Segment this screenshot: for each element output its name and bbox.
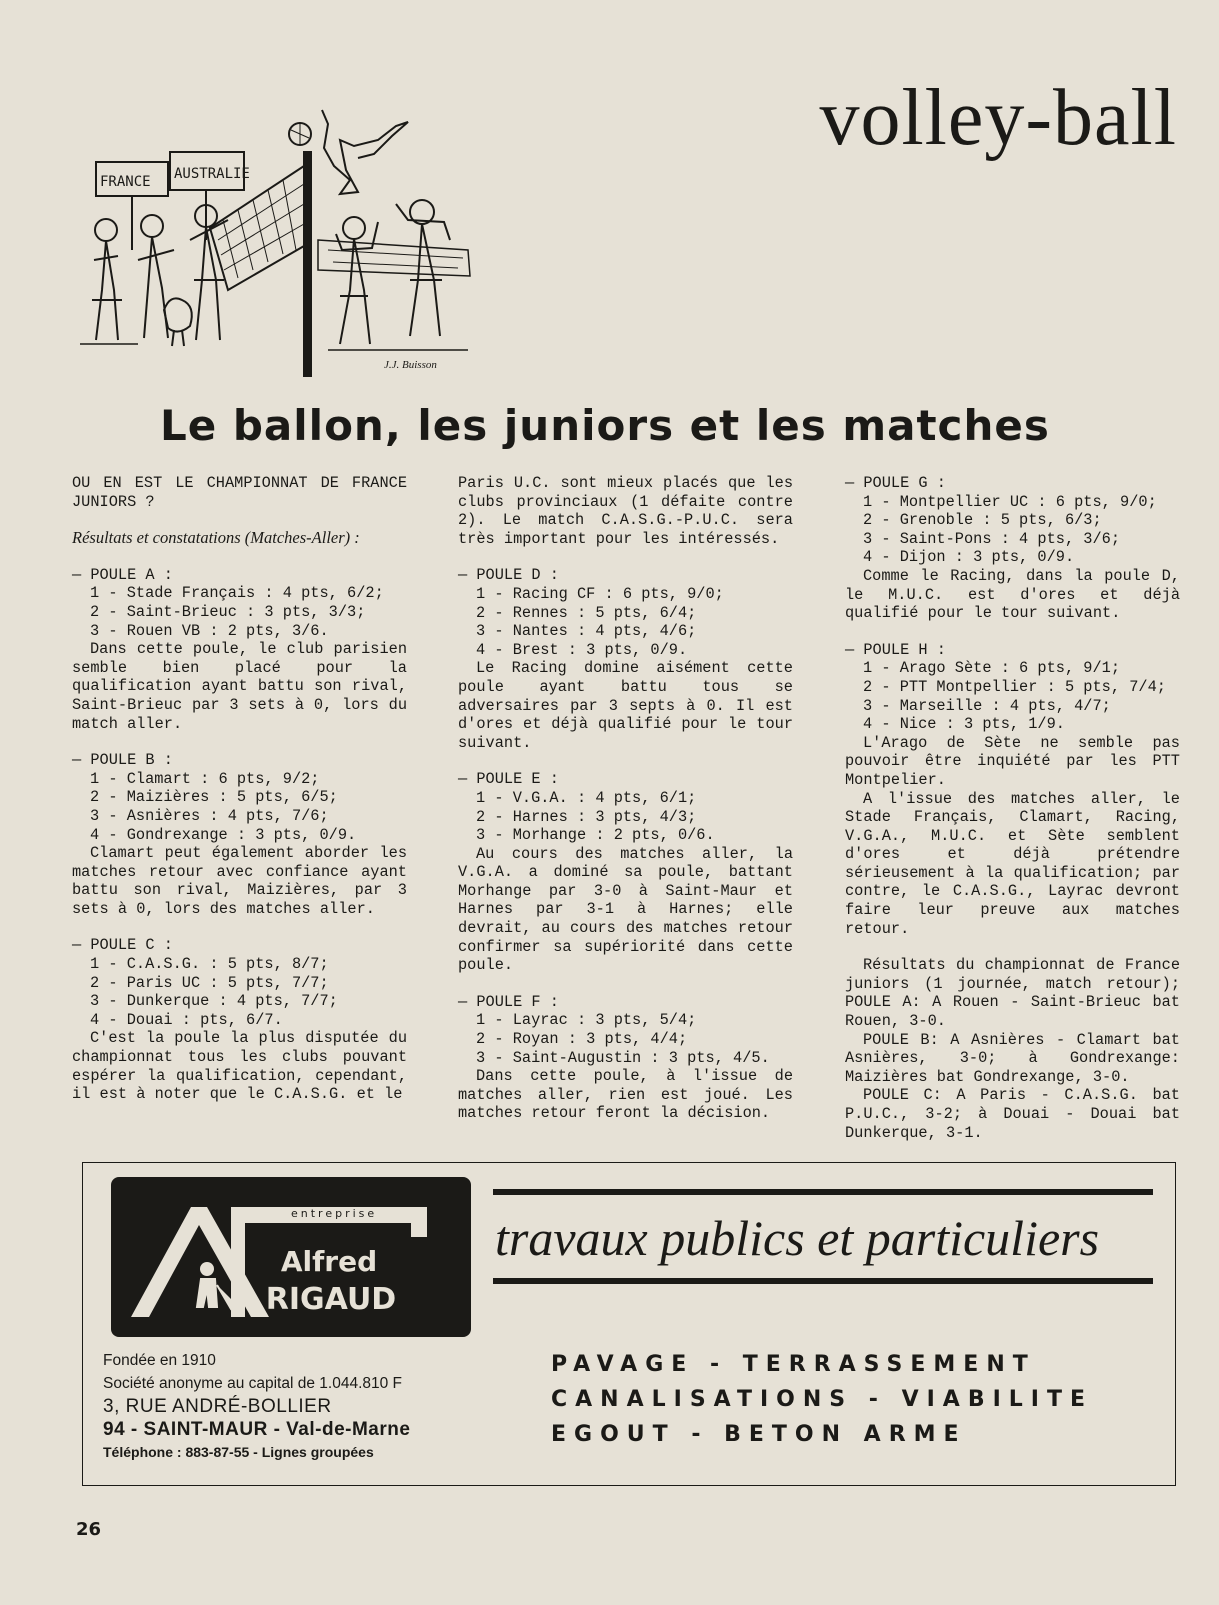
results-paragraph: Résultats du championnat de France juniors (1 journée, match retour); POULE A: A Rouen - Saint-Brieuc bat Rouen, 3-0. bbox=[845, 956, 1180, 1031]
paragraph-gap bbox=[72, 733, 407, 751]
phone-text: Téléphone : 883-87-55 - Lignes groupées bbox=[103, 1444, 374, 1460]
rigaud-logo bbox=[111, 1177, 471, 1337]
results-paragraph: POULE B: A Asnières - Clamart bat Asnières, 3-0; à Gondrexange: Maizières bat Gondrexange, 3-0. bbox=[845, 1030, 1180, 1086]
standing-line: 4 - Nice : 3 pts, 1/9. bbox=[863, 715, 1065, 734]
article-headline: Le ballon, les juniors et les matches bbox=[160, 401, 1050, 450]
standing-line: 4 - Brest : 3 pts, 0/9. bbox=[476, 640, 688, 659]
section-subtitle: Résultats et constatations (Matches-Aller) : bbox=[72, 528, 360, 548]
logo-first-name: Alfred bbox=[280, 1245, 378, 1278]
section-title: volley-ball bbox=[819, 74, 1177, 162]
street-address: 3, RUE ANDRÉ-BOLLIER bbox=[103, 1396, 332, 1417]
results-paragraph: POULE C: A Paris - C.A.S.G. bat P.U.C., 3-2; à Douai - Douai bat Dunkerque, 3-1. bbox=[845, 1086, 1180, 1142]
capital-text: Société anonyme au capital de 1.044.810 F bbox=[103, 1375, 403, 1392]
standing-line: 1 - Montpellier UC : 6 pts, 9/0; bbox=[863, 492, 1157, 511]
advertisement-box bbox=[82, 1162, 1176, 1486]
sign-left-text: FRANCE bbox=[100, 174, 151, 190]
paragraph-gap bbox=[458, 548, 793, 566]
paragraph-gap bbox=[72, 511, 407, 529]
article-paragraph: Dans cette poule, le club parisien semble bien placé pour la qualification ayant battu son rival, Saint-Brieuc par 3 sets à 0, lors du match aller. bbox=[72, 640, 407, 733]
standing-line: 4 - Douai : pts, 6/7. bbox=[90, 1010, 283, 1029]
founded-text: Fondée en 1910 bbox=[103, 1352, 216, 1369]
standing-line: 2 - Harnes : 3 pts, 4/3; bbox=[476, 807, 697, 826]
article-paragraph: Au cours des matches aller, la V.G.A. a dominé sa poule, battant Morhange par 3-0 à Saint-Maur et Harnes par 3-1 à Harnes; elle devrait, au cours des matches retour confirmer sa supériorité dans cette poule. bbox=[458, 844, 793, 975]
paragraph-gap bbox=[72, 548, 407, 566]
service-line: CANALISATIONS - VIABILITE bbox=[551, 1387, 1094, 1412]
paragraph-gap bbox=[72, 918, 407, 936]
article-column-1 bbox=[72, 474, 407, 1104]
logo-surname: RIGAUD bbox=[265, 1282, 397, 1317]
standing-line: 1 - Clamart : 6 pts, 9/2; bbox=[90, 769, 320, 788]
standing-line: 1 - Stade Français : 4 pts, 6/2; bbox=[90, 584, 384, 603]
ad-tagline: travaux publics et particuliers bbox=[495, 1210, 1100, 1266]
article-paragraph: C'est la poule la plus disputée du championnat tous les clubs pouvant espérer la qualification, cependant, il est à noter que le C.A.S.G. et le bbox=[72, 1029, 407, 1104]
article-paragraph: Le Racing domine aisément cette poule ayant battu tous se adversaires par 3 septs à 0. Il est d'ores et déjà qualifié pour le tour suivant. bbox=[458, 659, 793, 752]
paragraph-gap bbox=[845, 938, 1180, 956]
paragraph-gap bbox=[458, 752, 793, 770]
city-address: 94 - SAINT-MAUR - Val-de-Marne bbox=[103, 1419, 411, 1440]
tagline-rule-top bbox=[493, 1189, 1153, 1195]
pool-heading: — POULE E : bbox=[458, 770, 559, 789]
pool-heading: — POULE F : bbox=[458, 992, 559, 1011]
standing-line: 2 - Paris UC : 5 pts, 7/7; bbox=[90, 973, 329, 992]
standing-line: 3 - Nantes : 4 pts, 4/6; bbox=[476, 622, 697, 641]
service-line: PAVAGE - TERRASSEMENT bbox=[551, 1352, 1036, 1377]
pool-heading: — POULE C : bbox=[72, 936, 173, 955]
volleyball-cartoon-illustration bbox=[78, 100, 478, 392]
pool-heading: — POULE H : bbox=[845, 640, 946, 659]
standing-line: 4 - Gondrexange : 3 pts, 0/9. bbox=[90, 825, 357, 844]
standing-line: 2 - Saint-Brieuc : 3 pts, 3/3; bbox=[90, 602, 366, 621]
service-line: EGOUT - BETON ARME bbox=[551, 1422, 967, 1447]
standing-line: 3 - Marseille : 4 pts, 4/7; bbox=[863, 696, 1111, 715]
pool-heading: — POULE D : bbox=[458, 566, 559, 585]
article-paragraph: Clamart peut également aborder les matches retour avec confiance ayant battu son rival, Maizières, par 3 sets à 0, lors des matches aller. bbox=[72, 844, 407, 918]
page-number: 26 bbox=[76, 1519, 102, 1540]
article-column-2 bbox=[458, 474, 793, 1123]
standing-line: 1 - V.G.A. : 4 pts, 6/1; bbox=[476, 788, 697, 807]
article-paragraph: Dans cette poule, à l'issue de matches aller, rien est joué. Les matches retour feront la décision. bbox=[458, 1067, 793, 1123]
standing-line: 3 - Saint-Pons : 4 pts, 3/6; bbox=[863, 529, 1121, 548]
artist-signature: J.J. Buisson bbox=[384, 359, 437, 371]
article-paragraph: OU EN EST LE CHAMPIONNAT DE FRANCE JUNIORS ? bbox=[72, 474, 407, 511]
standing-line: 1 - Layrac : 3 pts, 5/4; bbox=[476, 1011, 697, 1030]
standing-line: 3 - Morhange : 2 pts, 0/6. bbox=[476, 826, 715, 845]
standing-line: 3 - Asnières : 4 pts, 7/6; bbox=[90, 806, 329, 825]
standing-line: 2 - Grenoble : 5 pts, 6/3; bbox=[863, 511, 1102, 530]
standing-line: 3 - Saint-Augustin : 3 pts, 4/5. bbox=[476, 1048, 770, 1067]
article-paragraph: Comme le Racing, dans la poule D, le M.U.C. est d'ores et déjà qualifié pour le tour suivant. bbox=[845, 566, 1180, 623]
sign-right-text: AUSTRALIE bbox=[174, 166, 250, 182]
standing-line: 1 - Racing CF : 6 pts, 9/0; bbox=[476, 584, 724, 603]
tagline-rule-bottom bbox=[493, 1278, 1153, 1284]
standing-line: 2 - Royan : 3 pts, 4/4; bbox=[476, 1030, 688, 1049]
services-list bbox=[551, 1347, 1151, 1452]
paragraph-gap bbox=[458, 975, 793, 993]
pool-heading: — POULE B : bbox=[72, 751, 173, 770]
standing-line: 3 - Dunkerque : 4 pts, 7/7; bbox=[90, 992, 338, 1011]
standing-line: 2 - Rennes : 5 pts, 6/4; bbox=[476, 603, 697, 622]
company-info bbox=[103, 1349, 503, 1464]
standing-line: 2 - PTT Montpellier : 5 pts, 7/4; bbox=[863, 677, 1166, 696]
standing-line: 2 - Maizières : 5 pts, 6/5; bbox=[90, 788, 338, 807]
logo-small-text: entreprise bbox=[291, 1207, 378, 1220]
standing-line: 1 - Arago Sète : 6 pts, 9/1; bbox=[863, 659, 1121, 678]
article-paragraph: L'Arago de Sète ne semble pas pouvoir être inquiété par les PTT Montpelier. bbox=[845, 733, 1180, 789]
article-column-3 bbox=[845, 474, 1180, 1142]
standing-line: 4 - Dijon : 3 pts, 0/9. bbox=[863, 548, 1075, 567]
pool-heading: — POULE A : bbox=[72, 565, 173, 584]
pool-heading: — POULE G : bbox=[845, 474, 946, 492]
standing-line: 3 - Rouen VB : 2 pts, 3/6. bbox=[90, 621, 329, 640]
standing-line: 1 - C.A.S.G. : 5 pts, 8/7; bbox=[90, 955, 329, 974]
article-paragraph: A l'issue des matches aller, le Stade Français, Clamart, Racing, V.G.A., M.U.C. et Sète semblent d'ores et déjà prétendre sérieusement à la qualification; par contre, le C.A.S.G., Layrac devront faire leur preuve aux matches retour. bbox=[845, 789, 1180, 938]
paragraph-gap bbox=[845, 623, 1180, 641]
article-paragraph: Paris U.C. sont mieux placés que les clubs provinciaux (1 défaite contre 2). Le match C.A.S.G.-P.U.C. sera très important pour les intéressés. bbox=[458, 474, 793, 548]
